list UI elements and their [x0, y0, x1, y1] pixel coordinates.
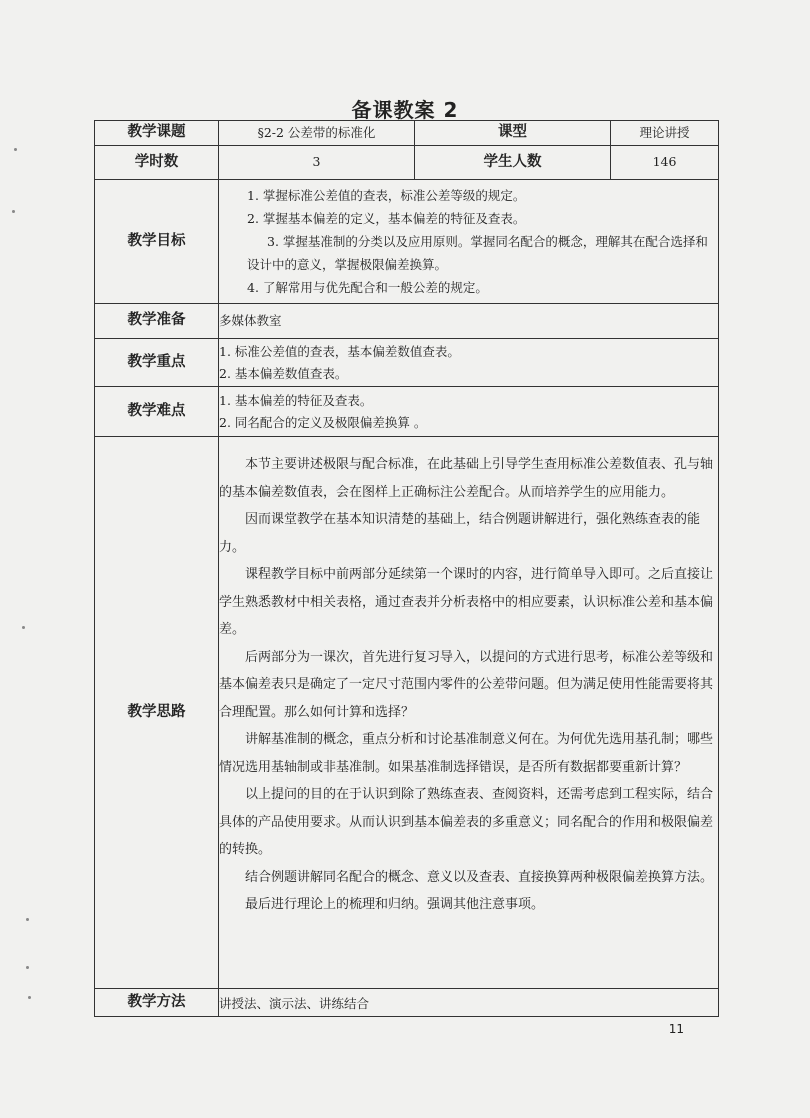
- difficulties-content: [219, 387, 719, 437]
- key-point-item: 2. 基本偏差数值查表。: [219, 365, 348, 381]
- methods-value: 讲授法、演示法、讲练结合: [219, 989, 719, 1017]
- thinking-paragraph: 后两部分为一课次，首先进行复习导入，以提问的方式进行思考，标准公差等级和基本偏差表只是确定了一定尺寸范围内零件的公差带问题。但为满足使用性能需要将其合理配置。那么如何计算和选择？: [219, 649, 714, 720]
- row-hours: [95, 146, 719, 180]
- scan-speck: [26, 966, 29, 969]
- thinking-content: [219, 437, 719, 989]
- objectives-label: 教学目标: [95, 180, 219, 304]
- page-title: 备课教案 2: [351, 98, 459, 122]
- objective-item: 4. 了解常用与优先配合和一般公差的规定。: [247, 280, 488, 295]
- difficulties-label: 教学难点: [95, 387, 219, 437]
- scan-speck: [14, 148, 17, 151]
- topic-value: §2-2 公差带的标准化: [219, 121, 415, 146]
- objectives-content: [219, 180, 719, 304]
- row-objectives: [95, 180, 719, 304]
- row-difficulties: [95, 387, 719, 437]
- type-value: 理论讲授: [611, 121, 719, 146]
- thinking-paragraph: 课程教学目标中前两部分延续第一个课时的内容，进行简单导入即可。之后直接让学生熟悉教材中相关表格，通过查表并分析表格中的相应要素，认识标准公差和基本偏差。: [219, 567, 714, 637]
- lesson-plan-table: [94, 120, 719, 1017]
- scan-speck: [28, 996, 31, 999]
- thinking-paragraph: 因而课堂教学在基本知识清楚的基础上，结合例题讲解进行，强化熟练查表的能力。: [219, 512, 701, 555]
- thinking-paragraph: 结合例题讲解同名配合的概念、意义以及查表、直接换算两种极限偏差换算方法。: [245, 869, 714, 885]
- objective-item: 1. 掌握标准公差值的查表，标准公差等级的规定。: [247, 188, 526, 203]
- topic-label: 教学课题: [95, 121, 219, 146]
- preparation-value: 多媒体教室: [219, 304, 719, 339]
- preparation-label: 教学准备: [95, 304, 219, 339]
- objective-item: 2. 掌握基本偏差的定义，基本偏差的特征及查表。: [247, 211, 526, 226]
- difficulty-item: 1. 基本偏差的特征及查表。: [219, 392, 373, 408]
- row-thinking: [95, 437, 719, 989]
- key-points-label: 教学重点: [95, 339, 219, 387]
- thinking-paragraph: 最后进行理论上的梳理和归纳。强调其他注意事项。: [245, 897, 545, 912]
- scan-speck: [12, 210, 15, 213]
- students-value: 146: [611, 146, 719, 180]
- key-point-item: 1. 标准公差值的查表，基本偏差数值查表。: [219, 343, 460, 359]
- methods-label: 教学方法: [95, 989, 219, 1017]
- objective-item: 3. 掌握基准制的分类以及应用原则。掌握同名配合的概念，理解其在配合选择和设计中的意义，掌握极限偏差换算。: [247, 234, 708, 272]
- page-number: 11: [668, 1022, 684, 1036]
- scan-speck: [26, 918, 29, 921]
- difficulty-item: 2. 同名配合的定义及极限偏差换算 。: [219, 414, 427, 430]
- type-label: 课型: [415, 121, 611, 146]
- row-key-points: [95, 339, 719, 387]
- thinking-paragraph: 以上提问的目的在于认识到除了熟练查表、查阅资料，还需考虑到工程实际，结合具体的产品使用要求。从而认识到基本偏差表的多重意义；同名配合的作用和极限偏差的转换。: [219, 787, 714, 857]
- scan-speck: [22, 626, 25, 629]
- key-points-content: [219, 339, 719, 387]
- row-methods: [95, 989, 719, 1017]
- students-label: 学生人数: [415, 146, 611, 180]
- hours-label: 学时数: [95, 146, 219, 180]
- thinking-paragraph: 讲解基准制的概念，重点分析和讨论基准制意义何在。为何优先选用基孔制；哪些情况选用基轴制或非基准制。如果基准制选择错误，是否所有数据都要重新计算？: [219, 732, 714, 775]
- thinking-paragraph: 本节主要讲述极限与配合标准，在此基础上引导学生查用标准公差数值表、孔与轴的基本偏差数值表，会在图样上正确标注公差配合。从而培养学生的应用能力。: [219, 457, 714, 500]
- thinking-label: 教学思路: [95, 437, 219, 989]
- row-preparation: [95, 304, 719, 339]
- hours-value: 3: [219, 146, 415, 180]
- row-topic: [95, 121, 719, 146]
